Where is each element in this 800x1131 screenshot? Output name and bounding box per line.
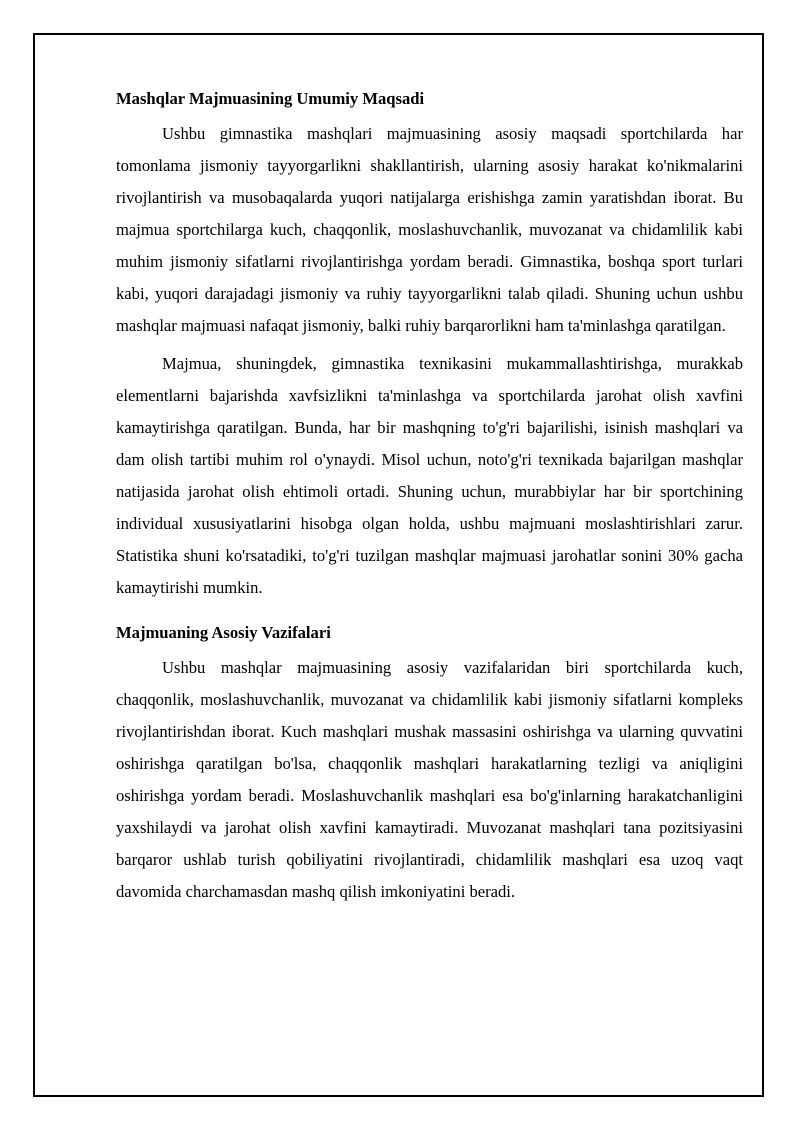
paragraph: Ushbu mashqlar majmuasining asosiy vazifalaridan biri sportchilarda kuch, chaqqonlik, moslashuvchanlik, muvozanat va chidamlilik kabi jismoniy sifatlarni kompleks rivojlantirishdan iborat. Kuch mashqlari mushak massasini oshirishga va ularning quvvatini oshirishga qaratilgan bo'lsa, chaqqonlik mashqlari harakatlarning tezligi va aniqligini oshirishga yordam beradi. Moslashuvchanlik mashqlari esa bo'g'inlarning harakatchanligini yaxshilaydi va jarohat olish xavfini kamaytiradi. Muvozanat mashqlari tana pozitsiyasini barqaror ushlab turish qobiliyatini rivojlantiradi, chidamlilik mashqlari esa uzoq vaqt davomida charchamasdan mashq qilish imkoniyatini beradi. (116, 658, 743, 901)
paragraph: Ushbu gimnastika mashqlari majmuasining asosiy maqsadi sportchilarda har tomonlama jismoniy tayyorgarlikni shakllantirish, ularning asosiy harakat ko'nikmalarini rivojlantirish va musobaqalarda yuqori natijalarga erishishga zamin yaratishdan iborat. Bu majmua sportchilarga kuch, chaqqonlik, moslashuvchanlik, muvozanat va chidamlilik kabi muhim jismoniy sifatlarni rivojlantirishga yordam beradi. Gimnastika, boshqa sport turlari kabi, yuqori darajadagi jismoniy va ruhiy tayyorgarlikni talab qiladi. Shuning uchun ushbu mashqlar majmuasi nafaqat jismoniy, balki ruhiy barqarorlikni ham ta'minlashga qaratilgan. (116, 124, 743, 335)
section-heading-main-tasks: Majmuaning Asosiy Vazifalari (116, 623, 331, 642)
section-heading-general-goal: Mashqlar Majmuasining Umumiy Maqsadi (116, 89, 425, 108)
document-body (116, 86, 743, 908)
paragraph: Majmua, shuningdek, gimnastika texnikasini mukammallashtirishga, murakkab elementlarni bajarishda xavfsizlikni ta'minlashga va sportchilarda jarohat olish xavfini kamaytirishga qaratilgan. Bunda, har bir mashqning to'g'ri bajarilishi, isinish mashqlari va dam olish tartibi muhim rol o'ynaydi. Misol uchun, noto'g'ri texnikada bajarilgan mashqlar natijasida jarohat olish ehtimoli ortadi. Shuning uchun, murabbiylar har bir sportchining individual xususiyatlarini hisobga olgan holda, ushbu majmuani moslashtirishlari zarur. Statistika shuni ko'rsatadiki, to'g'ri tuzilgan mashqlar majmuasi jarohatlar sonini 30% gacha kamaytirishi mumkin. (116, 354, 743, 597)
